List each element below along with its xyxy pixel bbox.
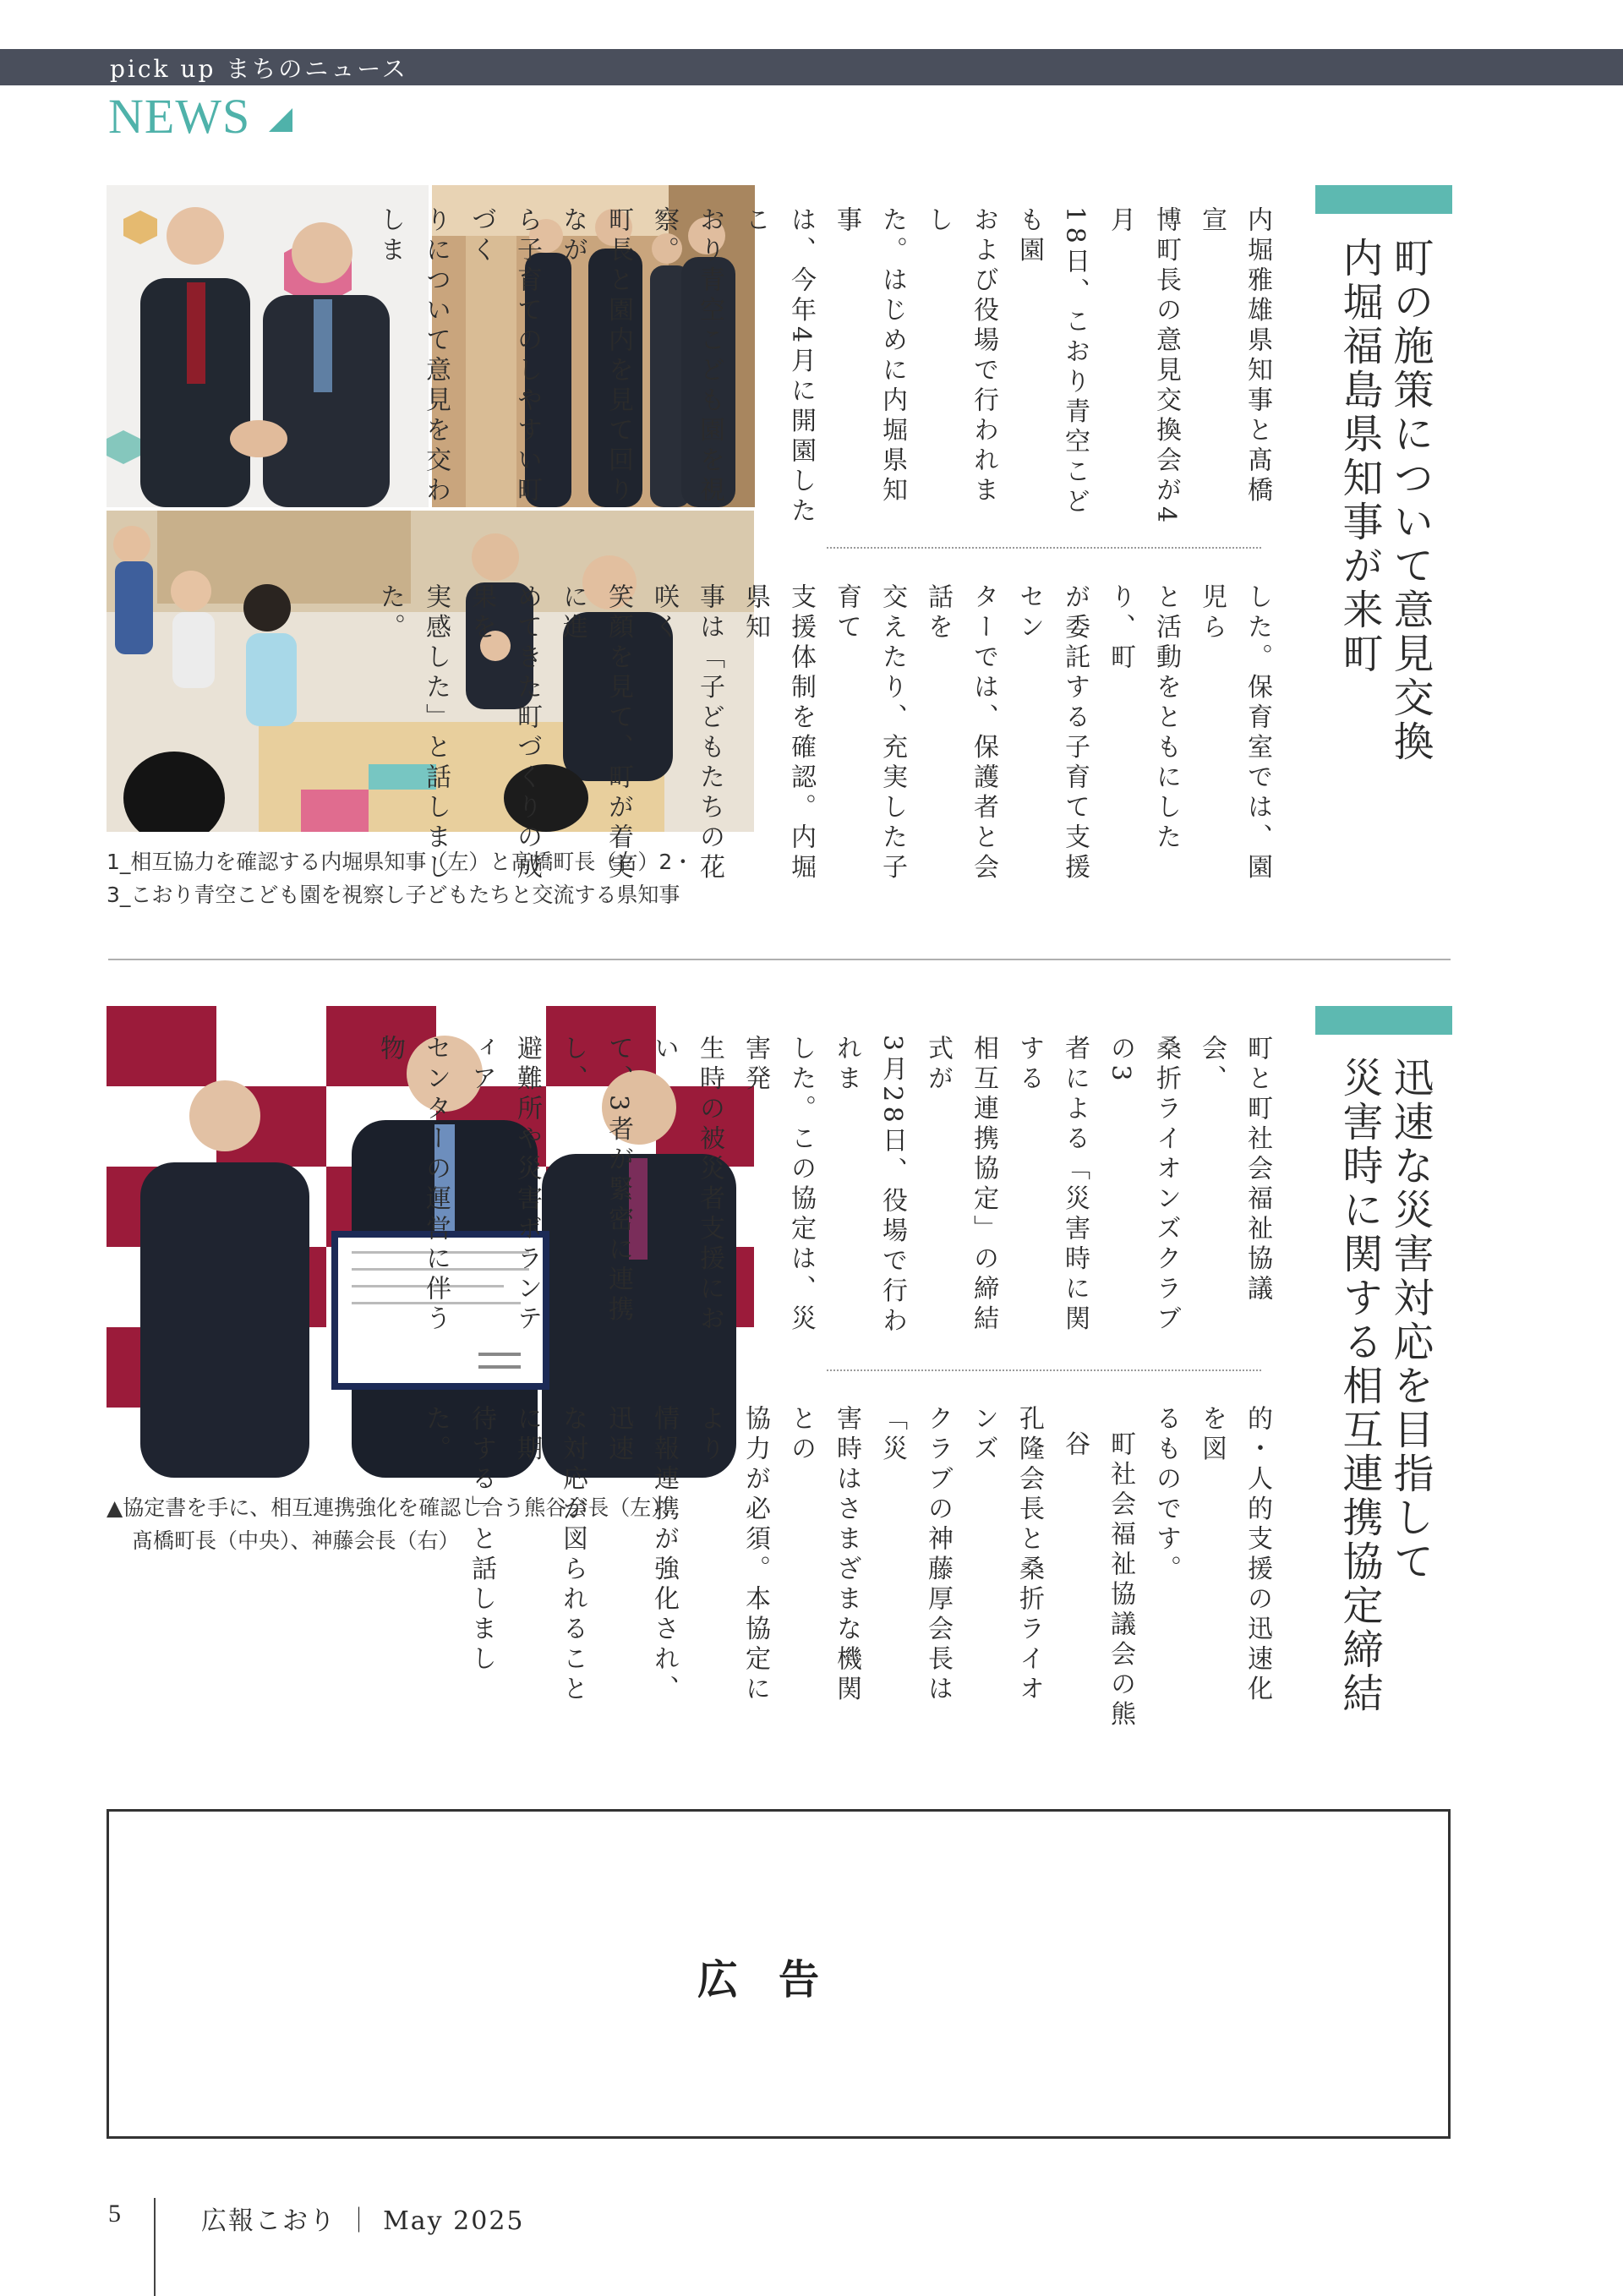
text-line: 3月28日、役場で行われま bbox=[832, 1035, 907, 1337]
article-1-accent-bar bbox=[1315, 185, 1452, 214]
header-bar-text: pick up まちのニュース bbox=[110, 55, 408, 83]
divider bbox=[827, 547, 1261, 549]
text-line: 町と町社会福祉協議会、 bbox=[1197, 1035, 1272, 1305]
page-number: 5 bbox=[108, 2200, 121, 2228]
text-line: 事は「子どもたちの花咲く bbox=[649, 583, 724, 883]
text-line: 情報連携が強化され、迅速 bbox=[604, 1405, 679, 1705]
footer-divider bbox=[154, 2198, 156, 2296]
text-line: な対応が図られることに期 bbox=[512, 1405, 587, 1705]
caption-line: 1_相互協力を確認する内堀県知事（左）と髙橋町長（右）2・ bbox=[107, 850, 694, 874]
text-line: 協力が必須。本協定により bbox=[695, 1405, 770, 1705]
text-line: 町社会福祉協議会の熊谷 bbox=[1060, 1430, 1135, 1730]
text-line: した。保育室では、園児ら bbox=[1197, 583, 1272, 883]
article-1-title bbox=[1334, 237, 1435, 764]
text-line: ら子育てのしやすい町づく bbox=[467, 206, 542, 506]
text-line: た。はじめに内堀県知事 bbox=[832, 206, 907, 506]
text-line: は、今年4月に開園したこ bbox=[740, 206, 816, 528]
caption-line: 3_こおり青空こども園を視察し子どもたちと交流する県知事 bbox=[107, 883, 680, 907]
section-divider bbox=[108, 959, 1451, 960]
text-line: センターの運営に伴う物 bbox=[375, 1035, 451, 1335]
text-line: 相互連携協定」の締結式が bbox=[923, 1035, 998, 1335]
text-line: ターでは、保護者と会話を bbox=[923, 583, 998, 883]
text-line: 支援体制を確認。内堀県知 bbox=[740, 583, 816, 883]
text-line: が委託する子育て支援セン bbox=[1014, 583, 1090, 883]
title-line: 内堀福島県知事が来町 bbox=[1336, 237, 1383, 676]
text-line: 的・人的支援の迅速化を図 bbox=[1197, 1405, 1272, 1705]
divider bbox=[827, 1369, 1261, 1371]
header-bar bbox=[0, 49, 1623, 85]
title-line: 迅速な災害対応を目指して bbox=[1386, 1057, 1434, 1584]
advertisement-box[interactable] bbox=[107, 1809, 1451, 2139]
text-line: クラブの神藤厚会長は「災 bbox=[877, 1405, 953, 1705]
text-line: 交えたり、充実した子育て bbox=[832, 583, 907, 883]
text-line: 害時はさまざまな機関との bbox=[786, 1405, 861, 1705]
text-line: 避難所や災害ボランティア bbox=[467, 1035, 542, 1335]
article-1-body-upper bbox=[375, 206, 1280, 536]
text-line: 実感した」と話しました。 bbox=[375, 583, 451, 883]
text-line: と活動をともにしたり、町 bbox=[1106, 583, 1181, 854]
text-line: 者による「災害時に関する bbox=[1014, 1035, 1090, 1335]
text-line: りについて意見を交わしま bbox=[375, 206, 451, 506]
article-2-title bbox=[1334, 1057, 1435, 1716]
text-line: 博町長の意見交換会が4月 bbox=[1106, 206, 1181, 528]
title-line: 町の施策について意見交換 bbox=[1386, 237, 1434, 764]
text-line: 町長と園内を見て回りなが bbox=[558, 206, 633, 506]
caption-line: ▲協定書を手に、相互連携強化を確認し合う熊谷会長（左）、 bbox=[107, 1495, 683, 1520]
article-2-body-upper bbox=[375, 1035, 1280, 1364]
text-line: て、3者が緊密に連携し、 bbox=[558, 1035, 633, 1326]
text-line: した。この協定は、災害発 bbox=[740, 1035, 816, 1335]
text-line: 孔隆会長と桑折ライオンズ bbox=[969, 1405, 1044, 1705]
section-title: NEWS bbox=[108, 89, 251, 144]
title-line: 災害時に関する相互連携協定締結 bbox=[1336, 1057, 1383, 1716]
text-line: 18日、こおり青空こども園 bbox=[1014, 206, 1090, 518]
text-line: 内堀雅雄県知事と髙橋宣 bbox=[1197, 206, 1272, 506]
triangle-icon bbox=[269, 108, 292, 132]
advertisement-label: 広告 bbox=[697, 1956, 860, 2004]
text-line: 待する」と話しました。 bbox=[421, 1405, 496, 1676]
text-line: 桑折ライオンズクラブの3 bbox=[1106, 1035, 1181, 1335]
article-2-body-lower bbox=[421, 1405, 1280, 1735]
text-line: るものです。 bbox=[1151, 1405, 1181, 1585]
text-line: 笑顔を見て、町が着実に進 bbox=[558, 583, 633, 883]
caption-line: 髙橋町長（中央）、神藤会長（右） bbox=[132, 1528, 460, 1553]
text-line: めてきた町づくりの成果を bbox=[467, 583, 542, 883]
text-line: および役場で行われまし bbox=[923, 206, 998, 506]
text-line: 生時の被災者支援におい bbox=[649, 1035, 724, 1335]
article-2-accent-bar bbox=[1315, 1006, 1452, 1035]
publication-title: 広報こおり ｜ May 2025 bbox=[201, 2206, 525, 2236]
text-line: おり青空こども園を視察。 bbox=[649, 206, 724, 506]
